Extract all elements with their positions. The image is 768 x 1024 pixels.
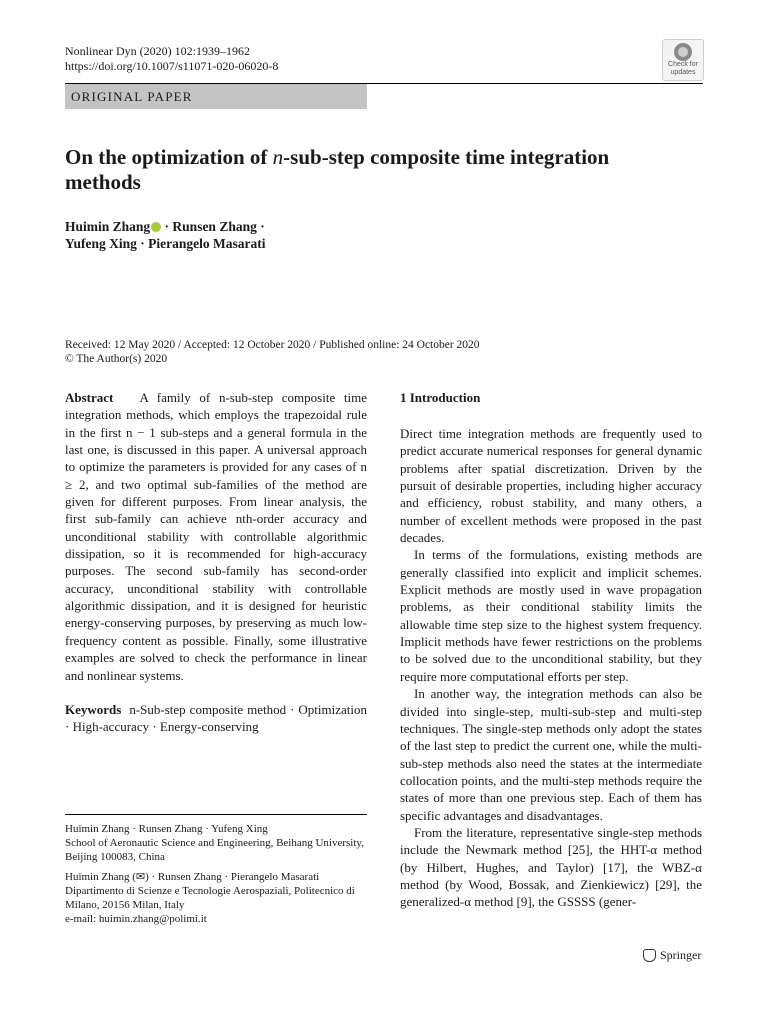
affiliation-2-email[interactable]: e-mail: huimin.zhang@polimi.it: [65, 913, 207, 925]
journal-citation: [65, 44, 278, 74]
affiliation-2-address: Dipartimento di Scienze e Tecnologie Aerospaziali, Politecnico di Milano, 20156 Milan, Italy: [65, 885, 355, 911]
keywords-label: Keywords: [65, 702, 122, 717]
springer-horse-icon: [643, 949, 656, 962]
author-zhang[interactable]: Huimin Zhang: [65, 219, 151, 234]
section-heading: 1 Introduction: [400, 390, 481, 405]
publication-dates: [65, 338, 480, 366]
publisher-mark: [643, 948, 701, 963]
affiliation-1-address: School of Aeronautic Science and Engineering, Beihang University, Beijing 100083, China: [65, 837, 364, 863]
crossmark-icon: [674, 43, 692, 61]
dates-line: Received: 12 May 2020 / Accepted: 12 October 2020 / Published online: 24 October 2020: [65, 339, 480, 351]
intro-paragraph-1: Direct time integration methods are frequently used to predict accurate numerical responses for general dynamic problems after spatial discretization. Driven by the pursuit of desirable properties, including higher accuracy and efficiency, robust stability, and many others, a number of excellent methods were proposed in the past decades.: [400, 426, 702, 546]
paper-title: [65, 145, 625, 195]
check-for-updates-badge[interactable]: [662, 39, 704, 81]
footnote-rule: [65, 814, 367, 815]
journal-line: Nonlinear Dyn (2020) 102:1939–1962: [65, 44, 250, 58]
authors-line-2[interactable]: Yufeng Xing · Pierangelo Masarati: [65, 236, 266, 251]
intro-paragraph-2: In terms of the formulations, existing methods are generally classified into explicit and implicit schemes. Explicit methods are mostly used in wave propagation problems, as their conditional stability limits the allowable time step size to the highest system frequency. Implicit methods have fewer restrictions on the problems to be solved due to the unconditional stability, but they require more computational efforts per step.: [400, 547, 702, 684]
affiliation-2: [65, 870, 367, 926]
section-tag: ORIGINAL PAPER: [65, 84, 367, 109]
intro-paragraph-4: From the literature, representative single-step methods include the Newmark method [25], the HHT-α method (by Hilbert, Hughes, and Taylor) [17], the WBZ-α method (by Wood, Bossak, and Zienkiewicz) [29], the generalized-α method [9], the GSSSS (gener-: [400, 824, 702, 910]
keywords-text: n-Sub-step composite method · Optimization · High-accuracy · Energy-conserving: [65, 702, 368, 735]
author-list: [65, 218, 465, 252]
publisher-name: Springer: [660, 948, 702, 962]
copyright-line: © The Author(s) 2020: [65, 353, 168, 365]
abstract-label: Abstract: [65, 390, 114, 405]
affiliation-1: [65, 822, 367, 864]
affiliation-2-names: Huimin Zhang (✉) · Runsen Zhang · Pierangelo Masarati: [65, 871, 320, 883]
intro-paragraph-3: In another way, the integration methods can also be divided into single-step, multi-sub-step and multi-step techniques. The single-step methods only adopt the states of the last step to predict the current one, while the multi-sub-step methods also need the states at the intermediate collocation points, and the multi-step methods require the states of more than one previous step. Each of them has specific advantages and disadvantages.: [400, 686, 702, 823]
orcid-icon[interactable]: [151, 222, 161, 232]
title-part-2: -sub-step composite time integration methods: [65, 145, 610, 194]
author-rest-1[interactable]: · Runsen Zhang ·: [161, 219, 265, 234]
check-updates-label-2: updates: [670, 69, 696, 76]
title-italic-n: n: [272, 145, 284, 169]
keywords: [65, 701, 367, 736]
check-updates-label-1: Check for: [668, 61, 698, 68]
abstract: [65, 389, 367, 684]
doi-link[interactable]: https://doi.org/10.1007/s11071-020-06020-8: [65, 59, 279, 73]
abstract-text: A family of n-sub-step composite time integration methods, which employs the trapezoidal rule in the first n − 1 sub-steps and a general formula in the last one, is discussed in this paper. A universal approach to optimize the parameters is provided for any cases of n ≥ 2, and two optimal sub-families of the method are given for different purposes. From linear analysis, the first sub-family can achieve nth-order accuracy and unconditional stability with controllable algorithmic dissipation, so it is recommended for high-accuracy purposes. The second sub-family has second-order accuracy, unconditional stability with controllable algorithmic dissipation, and it is designed for heuristic energy-conserving purposes, by preserving as much low-frequency content as possible. Finally, some illustrative examples are solved to check the performance in linear and nonlinear systems.: [65, 390, 368, 683]
affiliation-1-names: Huimin Zhang · Runsen Zhang · Yufeng Xing: [65, 823, 268, 835]
introduction-body: [400, 425, 702, 911]
title-part-1: On the optimization of: [65, 145, 273, 169]
